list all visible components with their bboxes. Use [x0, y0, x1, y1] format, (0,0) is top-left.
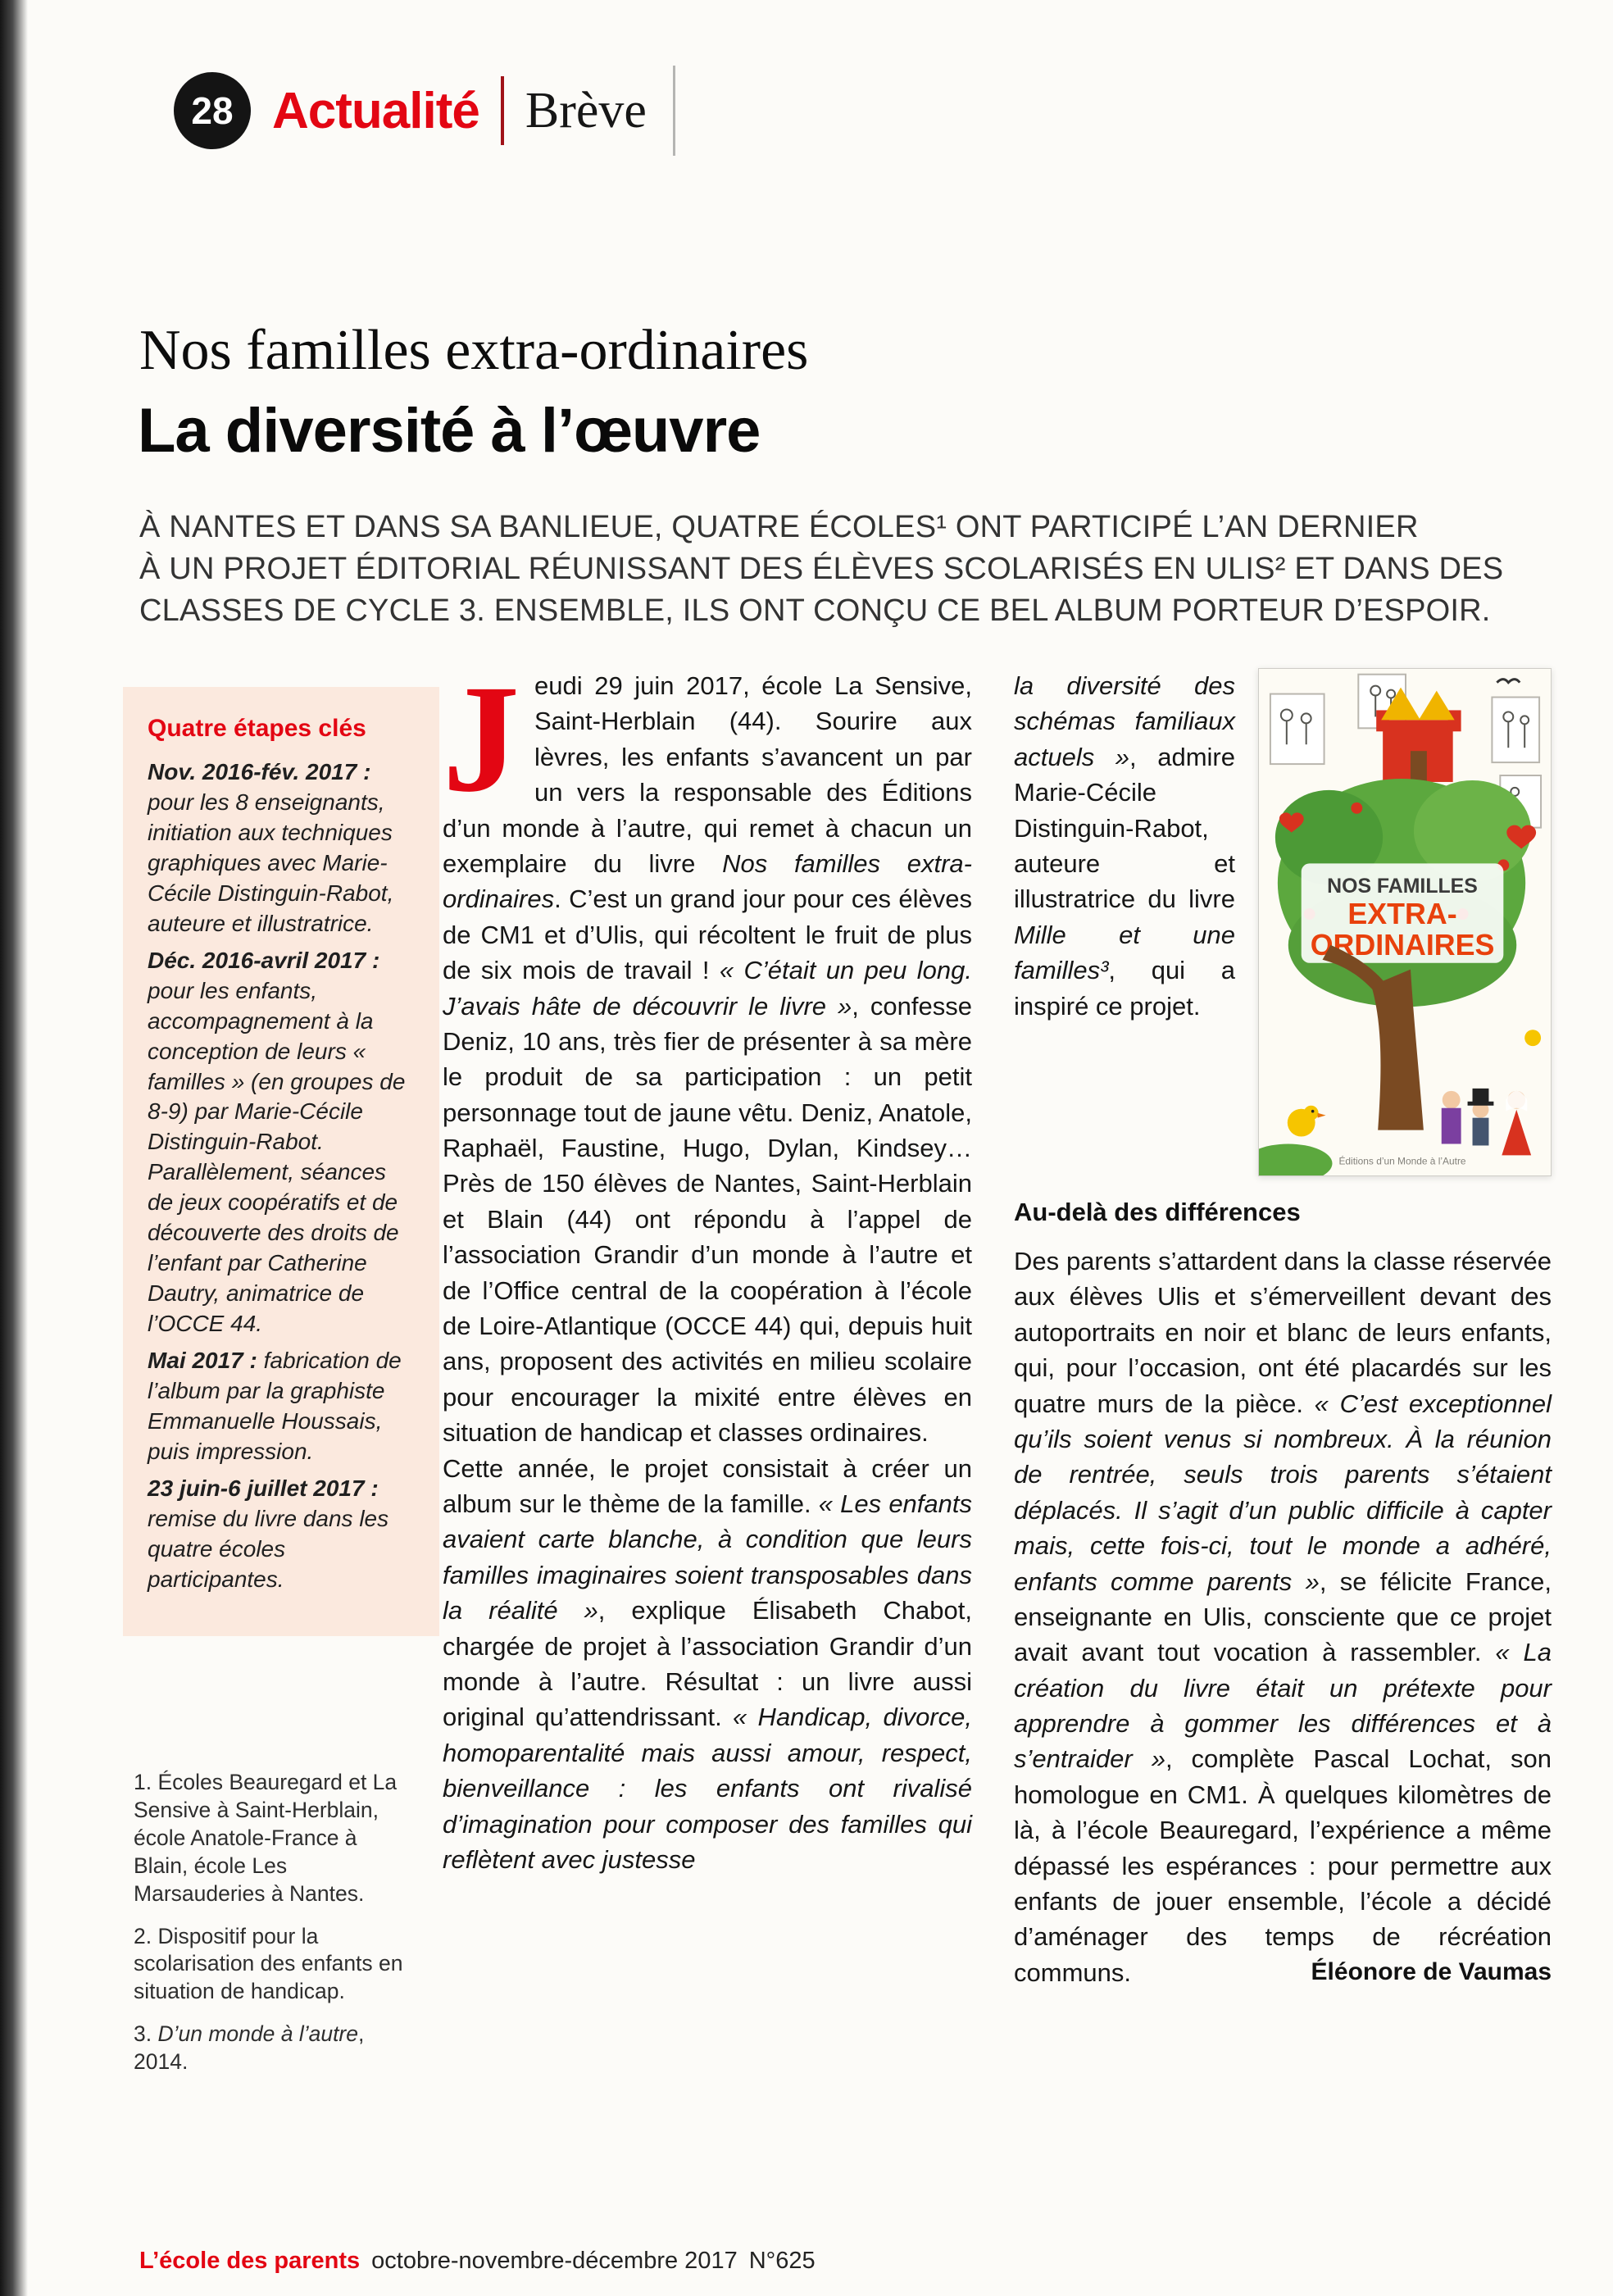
standfirst-line: À NANTES ET DANS SA BANLIEUE, QUATRE ÉCOLES¹ ONT PARTICIPÉ L’AN DERNIER: [139, 510, 1419, 544]
sidebar-step: Déc. 2016-avril 2017 : pour les enfants, accompagnement à la conception de leurs « familles » (en groupes de 8-9) par Marie-Cécile Distinguin-Rabot. Parallèlement, séances de jeux coopératifs et de découverte des droits de l’enfant par Catherine Dautry, animatrice de l’OCCE 44.: [148, 947, 406, 1337]
standfirst-line: CLASSES DE CYCLE 3. ENSEMBLE, ILS ONT CONÇU CE BEL ALBUM PORTEUR D’ESPOIR.: [139, 593, 1491, 628]
masthead-rule: [673, 66, 675, 156]
section-heading: Au-delà des différences: [1014, 1198, 1301, 1226]
scan-edge: [0, 0, 28, 2296]
footer-issue: N°625: [748, 2248, 816, 2274]
article-paragraph-1: Jeudi 29 juin 2017, école La Sensive, Saint-Herblain (44). Sourire aux lèvres, les enfants s’avancent un par un vers la responsable des Éditions d’un monde à l’autre, qui remet à chacun un exemplaire du livre Nos familles extra-ordinaires. C’est un grand jour pour ces élèves de CM1 et d’Ulis, qui récoltent le fruit de plus de six mois de travail ! « C’était un peu long. J’avais hâte de découvrir le livre », confesse Deniz, 10 ans, très fier de présenter à sa mère le produit de sa participation : un petit personnage tout de jaune vêtu. Deniz, Anatole, Raphaël, Faustine, Hugo, Dylan, Kindsey… Près de 150 élèves de Nantes, Saint-Herblain et Blain (44) ont répondu à l’appel de l’association Grandir d’un monde à l’autre et de l’Office central de la coopération à l’école de Loire-Atlantique (OCCE 44) qui, depuis huit ans, proposent des activités en milieu scolaire pour encourager la mixité entre élèves en situation de handicap et classes ordinaires.: [443, 652, 972, 1448]
page-number: 28: [191, 89, 234, 132]
magazine-title: L’école des parents: [139, 2248, 361, 2274]
article-column-right: [1014, 668, 1552, 1990]
footer-date: octobre-novembre-décembre 2017: [371, 2248, 738, 2274]
article-column-main: [443, 652, 973, 1877]
book-cover: [1258, 668, 1552, 1176]
drop-cap: J: [443, 652, 520, 824]
sidebar-title: Quatre étapes clés: [148, 715, 366, 742]
cover-title-line1: NOS FAMILLES: [1327, 875, 1478, 898]
rubric-label: Brève: [525, 82, 647, 139]
page-header: [174, 66, 675, 156]
article-kicker: Nos familles extra-ordinaires: [139, 319, 809, 382]
cover-title-line2: EXTRA-: [1347, 897, 1457, 930]
cover-imprint: Éditions d’un Monde à l’Autre: [1338, 1155, 1466, 1167]
byline: Éléonore de Vaumas: [1311, 1957, 1552, 1985]
footnote-2: 2. Dispositif pour la scolarisation des enfants en situation de handicap.: [134, 1923, 403, 2004]
article-continuation: la diversité des schémas familiaux actuels », admire Marie-Cécile Distinguin-Rabot, auteure et illustratrice du livre Mille et une familles³, qui a inspiré ce projet.: [1014, 671, 1235, 1021]
cover-title-line3: ORDINAIRES: [1310, 928, 1495, 962]
page-footer: [139, 2248, 1533, 2275]
footnote-1: 1. Écoles Beauregard et La Sensive à Saint-Herblain, école Anatole-France à Blain, école Les Marsauderies à Nantes.: [134, 1770, 398, 1906]
section-label: Actualité: [272, 82, 479, 139]
masthead-divider: [501, 76, 504, 145]
article-title: La diversité à l’œuvre: [138, 396, 761, 466]
sidebar-step: Nov. 2016-fév. 2017 : pour les 8 enseignants, initiation aux techniques graphiques avec Marie-Cécile Distinguin-Rabot, auteure et illustratrice.: [148, 759, 394, 936]
book-cover-illustration: [1259, 669, 1551, 1175]
sidebar-key-steps: [123, 687, 439, 1636]
footnotes: [134, 1769, 411, 2091]
page-number-badge: [174, 72, 251, 149]
purple-figure: [1442, 1091, 1461, 1144]
sidebar-step: 23 juin-6 juillet 2017 : remise du livre dans les quatre écoles participantes.: [148, 1475, 389, 1592]
article-paragraph-3: Des parents s’attardent dans la classe réservée aux élèves Ulis et s’émerveillent devant des autoportraits en noir et blanc de leurs enfants, qui, pour l’occasion, ont été placardés sur les quatre murs de la pièce. « C’est exceptionnel qu’ils soient venus si nombreux. À la réunion de rentrée, seuls trois parents s’étaient déplacés. Il s’agit d’un public difficile à capter mais, cette fois-ci, tout le monde a adhéré, enfants comme parents », se félicite France, enseignante en Ulis, consciente que ce projet avait avant tout vocation à rassembler. « La création du livre était un prétexte pour apprendre à gommer les différences et à s’entraider », complète Pascal Lochat, son homologue en CM1. À quelques kilomètres de là, à l’école Beauregard, l’expérience a même dépassé les espérances : pour permettre aux enfants de jouer ensemble, l’école a décidé d’aménager des temps de récréation communs. Éléonore de Vaumas: [1014, 1243, 1552, 1990]
yellow-bird-icon: [1524, 1030, 1541, 1046]
standfirst-line: À UN PROJET ÉDITORIAL RÉUNISSANT DES ÉLÈVES SCOLARISÉS EN ULIS² ET DANS DES: [139, 551, 1504, 586]
footnote-3: 3. D’un monde à l’autre, 2014.: [134, 2021, 365, 2075]
sidebar-step: Mai 2017 : fabrication de l’album par la graphiste Emmanuelle Houssais, puis impression.: [148, 1348, 402, 1464]
standfirst: [139, 507, 1557, 632]
article-paragraph-2: Cette année, le projet consistait à créer un album sur le thème de la famille. « Les enfants avaient carte blanche, à condition que leurs familles imaginaires soient transposables dans la réalité », explique Élisabeth Chabot, chargée de projet à l’association Grandir d’un monde à l’autre. Résultat : un livre aussi original qu’attendrissant. « Handicap, divorce, homoparentalité mais aussi amour, respect, bienveillance : les enfants ont rivalisé d’imagination pour composer des familles qui reflètent avec justesse: [443, 1453, 973, 1874]
